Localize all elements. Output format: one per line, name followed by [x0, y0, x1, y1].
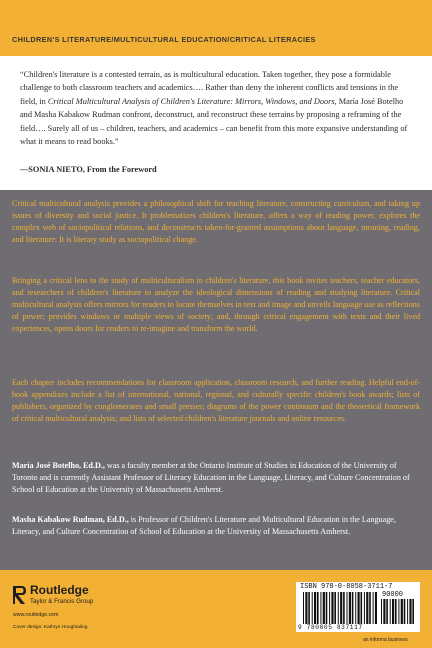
author-bio-text: was a faculty member at the Ontario Institute of Studies in Education of the University of Toronto and is currently Assistant Professor of Literacy Education in the Language, Literacy, and Culture Concentration of School of Education at the University of Massachusetts Amherst. — [12, 461, 410, 494]
barcode-bar — [364, 592, 365, 624]
barcode-bar — [373, 592, 374, 624]
barcode-bar — [331, 592, 333, 624]
barcode-bar — [340, 592, 342, 624]
author-bio-1 — [12, 460, 420, 496]
barcode-bar — [358, 592, 360, 624]
author-bio-2 — [12, 514, 420, 538]
author-bio-text: is Professor of Children's Literature and Multicultural Education in the Language, Literacy, and Culture Concentration of School of Education at the University of Massachusetts Amherst. — [12, 515, 396, 536]
barcode-bar — [369, 592, 371, 624]
description-paragraph-1: Critical multicultural analysis provides a philosophical shift for teaching literature, constructing curriculum, and taking up issues of diversity and social justice. It problematizes children's literature, offers a way of reading power, explores the complex web of sociopolitical relations, and deconstructs taken-for-granted assumptions about language, meaning, reading, and literature: It is literary study as sociopolitical change. — [12, 199, 420, 244]
description-paragraph-3: Each chapter includes recommendations for classroom application, classroom research, and further reading. Helpful end-of-book appendixes include a list of international, national, regional, and culturally specific children's book awards; lists of publishers, organized by conglomerates and small presses; diagrams of the power continuum and the theoretical framework of critical multicultural analysis; and lists of selected children's literature journals and online resources. — [12, 378, 420, 423]
cover-design-credit: Cover design: Kathryn Houghtaling — [13, 625, 88, 630]
addon-barcode-icon — [381, 599, 415, 624]
barcode-bar — [381, 599, 382, 624]
barcode-bar — [305, 592, 307, 624]
barcode-bar — [320, 592, 321, 624]
barcode-bar — [334, 592, 336, 624]
quote-attribution: —SONIA NIETO, From the Foreword — [20, 165, 157, 174]
barcode-bar — [343, 592, 345, 624]
barcode-bar — [366, 592, 368, 624]
routledge-logo-icon — [13, 584, 27, 606]
barcode-bar — [395, 599, 397, 624]
barcode-bar — [407, 599, 408, 624]
barcode-bar — [401, 599, 403, 624]
barcode-icon — [303, 592, 377, 624]
author-name: María José Botelho, Ed.D., — [12, 461, 105, 470]
barcode-bar — [412, 599, 414, 624]
top-band — [0, 0, 432, 56]
barcode-bar — [375, 592, 377, 624]
barcode-bar — [308, 592, 310, 624]
barcode-bar — [383, 599, 385, 624]
quote-part-2: , María José Botelho and Masha Kabakow Rudman confront, deconstruct, and reconstruct these terrains by proposing a reframing of the field…. Surely all of us – children, teachers, and academics – can benefit from this more expansive understanding of what it means to read books.” — [20, 96, 408, 147]
informa-tagline: an informa business — [363, 637, 408, 643]
barcode-bar — [361, 592, 363, 624]
barcode-bar — [303, 592, 304, 624]
barcode-bar — [355, 592, 356, 624]
barcode-bar — [392, 599, 394, 624]
endorsement-quote — [20, 68, 416, 148]
isbn-text: ISBN 978-0-8058-3711-7 — [300, 583, 393, 591]
barcode-bar — [404, 599, 406, 624]
barcode-bar — [338, 592, 339, 624]
barcode-bar — [314, 592, 316, 624]
publisher-name: Routledge — [30, 583, 89, 597]
barcode-bar — [326, 592, 328, 624]
barcode-bar — [398, 599, 399, 624]
barcode-digits: 9 780805 837117 — [298, 624, 363, 631]
barcode-bar — [312, 592, 313, 624]
description-paragraph-2: Bringing a critical lens to the study of multiculturalism in children's literature, this book invites teachers, teacher educators, and researchers of children's literature to analyze the ideological dimensions of reading and studying literature. Critical multicultural analysis offers mirrors for readers to locate themselves in text and image and unveils language use as reflections of power; provides windows or multiple views of society; and, through critical engagement with texts and their lived experiences, opens doors for readers to re-imagine and transform the world. — [12, 276, 420, 333]
price-code: 90000 — [382, 591, 404, 599]
barcode-bar — [352, 592, 354, 624]
publisher-url: www.routledge.com — [13, 612, 59, 618]
publisher-group: Taylor & Francis Group — [30, 598, 94, 605]
barcode-bar — [386, 599, 388, 624]
author-name: Masha Kabakow Rudman, Ed.D., — [12, 515, 129, 524]
quote-book-title: Critical Multicultural Analysis of Children's Literature: Mirrors, Windows, and Doors — [47, 96, 335, 106]
subject-category: CHILDREN'S LITERATURE/MULTICULTURAL EDUCATION/CRITICAL LITERACIES — [12, 35, 316, 44]
barcode-bar — [390, 599, 391, 624]
barcode-bar — [347, 592, 348, 624]
barcode-bar — [349, 592, 351, 624]
barcode-bar — [329, 592, 330, 624]
barcode-bar — [317, 592, 319, 624]
quote-part-1: “Children's literature is a contested terrain, as is multicultural education. Taken together, they pose a formidable challenge to both classroom teachers and academics…. Rather than deny the inherent conflicts and tensions in the field, in — [20, 70, 399, 106]
barcode-bar — [323, 592, 325, 624]
barcode-bar — [409, 599, 411, 624]
